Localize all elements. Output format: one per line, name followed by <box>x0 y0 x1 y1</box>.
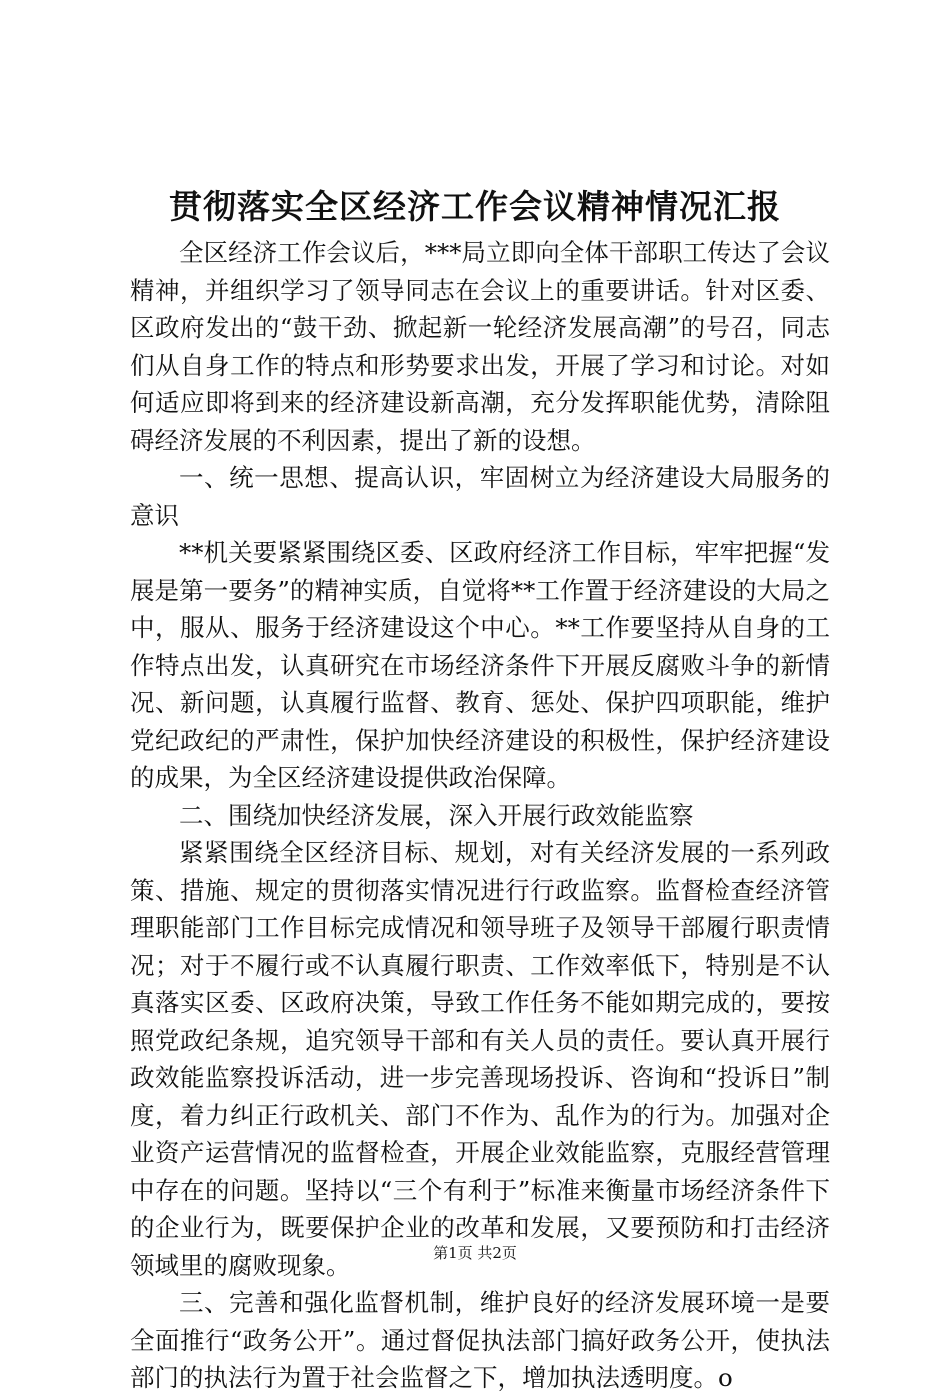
paragraph-section-2: 紧紧围绕全区经济目标、规划，对有关经济发展的一系列政策、措施、规定的贯彻落实情况进行行政监察。监督检查经济管理职能部门工作目标完成情况和领导班子及领导干部履行职责情况；对于不履行或不认真履行职责、工作效率低下，特别是不认真落实区委、区政府决策，导致工作任务不能如期完成的，要按照党政纪条规，追究领导干部和有关人员的责任。要认真开展行政效能监察投诉活动，进一步完善现场投诉、咨询和“投诉日”制度，着力纠正行政机关、部门不作为、乱作为的行为。加强对企业资产运营情况的监督检查，开展企业效能监察，克服经营管理中存在的问题。坚持以“三个有利于”标准来衡量市场经济条件下的企业行为，既要保护企业的改革和发展，又要预防和打击经济领域里的腐败现象。 <box>130 838 830 1280</box>
document-body <box>130 234 830 1397</box>
document-title: 贯彻落实全区经济工作会议精神情况汇报 <box>169 187 781 226</box>
page-number-footer: 第1页 共2页 <box>433 1244 517 1262</box>
paragraph-intro: 全区经济工作会议后，***局立即向全体干部职工传达了会议精神，并组织学习了领导同志在会议上的重要讲话。针对区委、区政府发出的“鼓干劲、掀起新一轮经济发展高潮”的号召，同志们从自身工作的特点和形势要求出发，开展了学习和讨论。对如何适应即将到来的经济建设新高潮，充分发挥职能优势，清除阻碍经济发展的不利因素，提出了新的设想。 <box>130 238 830 455</box>
paragraph-section-1: **机关要紧紧围绕区委、区政府经济工作目标，牢牢把握“发展是第一要务”的精神实质，自觉将**工作置于经济建设的大局之中，服从、服务于经济建设这个中心。**工作要坚持从自身的工作特点出发，认真研究在市场经济条件下开展反腐败斗争的新情况、新问题，认真履行监督、教育、惩处、保护四项职能，维护党纪政纪的严肃性，保护加快经济建设的积极性，保护经济建设的成果，为全区经济建设提供政治保障。 <box>130 538 830 792</box>
paragraph-section-3: 三、完善和强化监督机制，维护良好的经济发展环境一是要全面推行“政务公开”。通过督促执法部门搞好政务公开，使执法部门的执法行为置于社会监督之下，增加执法透明度。o <box>130 1288 830 1392</box>
section-heading-2: 二、围绕加快经济发展，深入开展行政效能监察 <box>179 800 694 830</box>
section-heading-1: 一、统一思想、提高认识，牢固树立为经济建设大局服务的意识 <box>130 463 830 530</box>
